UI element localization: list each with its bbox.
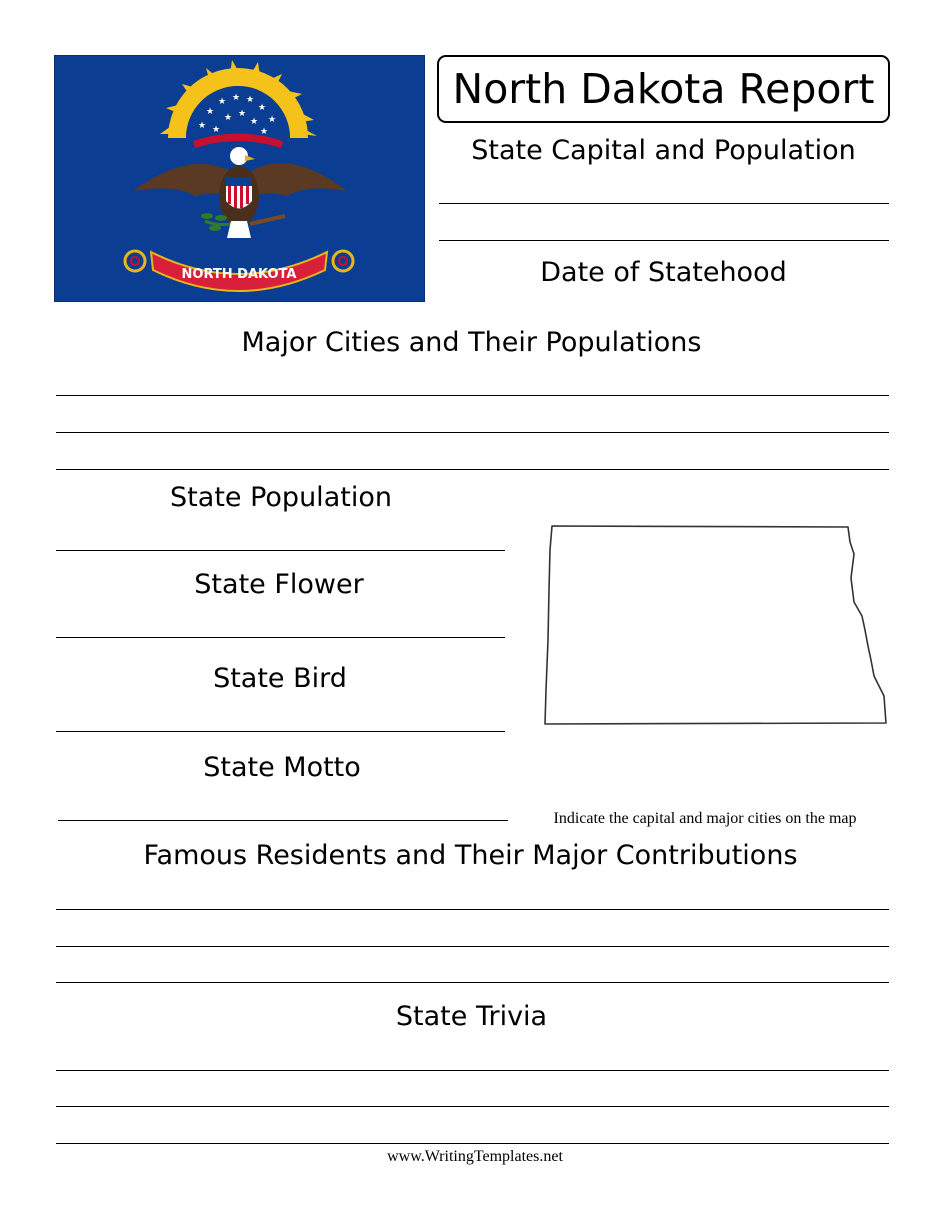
svg-text:★: ★: [246, 95, 255, 105]
svg-text:★: ★: [224, 113, 233, 123]
heading-population: State Population: [170, 482, 392, 513]
flag-banner-text: NORTH DAKOTA: [181, 267, 297, 282]
svg-text:★: ★: [250, 117, 259, 127]
write-line[interactable]: [56, 550, 505, 551]
write-line[interactable]: [439, 240, 889, 241]
state-flag: [54, 55, 425, 302]
heading-statehood: Date of Statehood: [540, 257, 787, 288]
svg-text:★: ★: [268, 115, 277, 125]
svg-text:★: ★: [206, 107, 215, 117]
write-line[interactable]: [58, 820, 508, 821]
write-line[interactable]: [56, 469, 889, 470]
svg-text:★: ★: [198, 121, 207, 131]
write-line[interactable]: [439, 203, 889, 204]
heading-cities: Major Cities and Their Populations: [241, 327, 702, 358]
write-line[interactable]: [56, 946, 889, 947]
map-instruction: Indicate the capital and major cities on the map: [553, 810, 857, 827]
svg-text:★: ★: [218, 97, 227, 107]
page-title: North Dakota Report: [452, 65, 875, 113]
svg-text:★: ★: [258, 103, 267, 113]
write-line[interactable]: [56, 982, 889, 983]
heading-bird: State Bird: [213, 663, 347, 694]
write-line[interactable]: [56, 1143, 889, 1144]
write-line[interactable]: [56, 909, 889, 910]
write-line[interactable]: [56, 637, 505, 638]
svg-text:★: ★: [260, 127, 269, 137]
write-line[interactable]: [56, 731, 505, 732]
heading-capital: State Capital and Population: [471, 135, 856, 166]
heading-motto: State Motto: [203, 752, 361, 783]
write-line[interactable]: [56, 1106, 889, 1107]
svg-text:★: ★: [232, 93, 241, 103]
state-outline-map[interactable]: [540, 520, 890, 732]
flag-emblem: [55, 56, 424, 301]
report-title-box: [437, 55, 890, 123]
write-line[interactable]: [56, 395, 889, 396]
heading-residents: Famous Residents and Their Major Contributions: [143, 840, 798, 871]
svg-text:★: ★: [238, 109, 247, 119]
write-line[interactable]: [56, 432, 889, 433]
footer-url[interactable]: www.WritingTemplates.net: [387, 1148, 563, 1165]
write-line[interactable]: [56, 1070, 889, 1071]
heading-trivia: State Trivia: [395, 1001, 548, 1032]
svg-text:★: ★: [212, 125, 221, 135]
heading-flower: State Flower: [194, 569, 364, 600]
